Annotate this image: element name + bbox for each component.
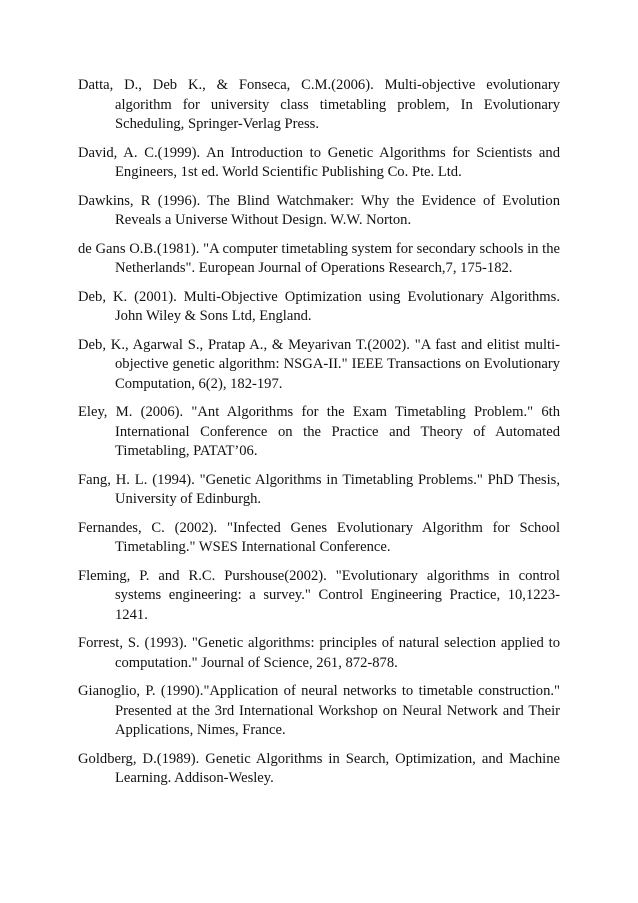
reference-david-1999: David, A. C.(1999). An Introduction to Genetic Algorithms for Scientists and Engineers, 1st ed. World Scientific Publishing Co. Pte. Ltd.	[78, 144, 560, 180]
reference-datta-2006: Datta, D., Deb K., & Fonseca, C.M.(2006). Multi-objective evolutionary algorithm for university class timetabling problem, In Evolutionary Scheduling, Springer-Verlag Press.	[78, 77, 560, 132]
reference-fernandes-2002: Fernandes, C. (2002). "Infected Genes Evolutionary Algorithm for School Timetabling." WSES International Conference.	[78, 519, 560, 555]
reference-eley-2006: Eley, M. (2006). "Ant Algorithms for the Exam Timetabling Problem." 6th International Conference on the Practice and Theory of Automated Timetabling, PATAT’06.	[78, 404, 560, 459]
reference-goldberg-1989: Goldberg, D.(1989). Genetic Algorithms in Search, Optimization, and Machine Learning. Addison-Wesley.	[78, 750, 560, 786]
reference-forrest-1993: Forrest, S. (1993). "Genetic algorithms: principles of natural selection applied to computation." Journal of Science, 261, 872-878.	[78, 635, 560, 671]
reference-fang-1994: Fang, H. L. (1994). "Genetic Algorithms in Timetabling Problems." PhD Thesis, University of Edinburgh.	[78, 471, 560, 507]
reference-gianoglio-1990: Gianoglio, P. (1990)."Application of neural networks to timetable construction." Presented at the 3rd International Workshop on Neural Network and Their Applications, Nimes, France.	[78, 683, 560, 738]
reference-dawkins-1996: Dawkins, R (1996). The Blind Watchmaker: Why the Evidence of Evolution Reveals a Universe Without Design. W.W. Norton.	[78, 192, 560, 228]
reference-deb-2001: Deb, K. (2001). Multi-Objective Optimization using Evolutionary Algorithms. John Wiley & Sons Ltd, England.	[78, 288, 560, 324]
reference-de-gans-1981: de Gans O.B.(1981). "A computer timetabling system for secondary schools in the Netherlands". European Journal of Operations Research,7, 175-182.	[78, 240, 560, 276]
reference-list	[78, 76, 560, 798]
reference-fleming-2002: Fleming, P. and R.C. Purshouse(2002). "Evolutionary algorithms in control systems engineering: a survey." Control Engineering Practice, 10,1223-1241.	[78, 567, 560, 623]
reference-deb-2002: Deb, K., Agarwal S., Pratap A., & Meyarivan T.(2002). "A fast and elitist multi-objective genetic algorithm: NSGA-II." IEEE Transactions on Evolutionary Computation, 6(2), 182-197.	[78, 336, 560, 392]
